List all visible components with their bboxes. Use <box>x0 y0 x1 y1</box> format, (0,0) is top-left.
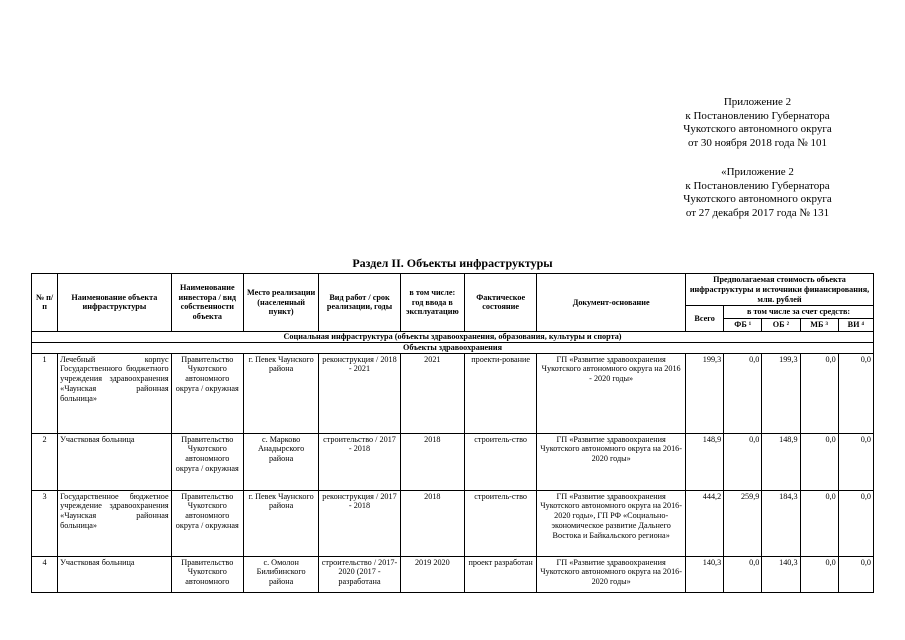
cell-work: реконструкция / 2017 - 2018 <box>319 490 400 556</box>
cell-commissioning: 2019 2020 <box>400 556 464 592</box>
cell-document: ГП «Развитие здравоохранения Чукотского автономного округа на 2016-2020 годы» <box>537 556 686 592</box>
header-name: Наименование объекта инфраструктуры <box>58 274 172 332</box>
cell-total: 444,2 <box>686 490 724 556</box>
section-row-social: Социальная инфраструктура (объекты здравоохранения, образования, культуры и спорта) <box>32 331 874 342</box>
cell-vi: 0,0 <box>838 556 873 592</box>
appendix-line: Чукотского автономного округа <box>683 193 832 205</box>
header-ob: ОБ ² <box>762 319 800 332</box>
appendix-line: «Приложение 2 <box>721 166 794 178</box>
header-status: Фактическое состояние <box>464 274 536 332</box>
cell-mb: 0,0 <box>800 490 838 556</box>
cell-commissioning: 2018 <box>400 490 464 556</box>
cell-total: 199,3 <box>686 353 724 433</box>
cell-vi: 0,0 <box>838 490 873 556</box>
table-row <box>32 353 874 433</box>
header-vi: ВИ ⁴ <box>838 319 873 332</box>
cell-ob: 199,3 <box>762 353 800 433</box>
cell-fb: 0,0 <box>724 353 762 433</box>
cell-investor: Правительство Чукотского автономного округа / окружная <box>171 433 243 490</box>
cell-commissioning: 2018 <box>400 433 464 490</box>
header-fb: ФБ ¹ <box>724 319 762 332</box>
appendix-line: Приложение 2 <box>723 96 792 108</box>
cell-work: строительство / 2017-2020 (2017 - разработана <box>319 556 400 592</box>
cell-location: с. Марково Анадырского района <box>243 433 318 490</box>
cell-fb: 0,0 <box>724 433 762 490</box>
appendix-current-heading <box>630 96 885 150</box>
cell-num: 1 <box>32 353 58 433</box>
cell-location: г. Певек Чаунского района <box>243 353 318 433</box>
appendix-line: к Постановлению Губернатора <box>685 179 830 192</box>
cell-commissioning: 2021 <box>400 353 464 433</box>
header-document: Документ-основание <box>537 274 686 332</box>
cell-ob: 148,9 <box>762 433 800 490</box>
appendix-line: к Постановлению Губернатора <box>685 109 830 122</box>
cell-num: 4 <box>32 556 58 592</box>
header-mb: МБ ³ <box>800 319 838 332</box>
appendix-line: от 30 ноября 2018 года № 101 <box>688 136 827 149</box>
cell-work: строительство / 2017 - 2018 <box>319 433 400 490</box>
cell-mb: 0,0 <box>800 433 838 490</box>
infrastructure-table <box>31 273 874 593</box>
cell-name: Участковая больница <box>58 556 172 592</box>
cell-document: ГП «Развитие здравоохранения Чукотского автономного округа на 2016-2020 годы», ГП РФ «Социально-экономическое развитие Дальнего Востока и Байкальского региона» <box>537 490 686 556</box>
cell-ob: 184,3 <box>762 490 800 556</box>
appendix-original-heading <box>630 166 885 220</box>
cell-fb: 259,9 <box>724 490 762 556</box>
cell-location: г. Певек Чаунского района <box>243 490 318 556</box>
header-num: № п/п <box>32 274 58 332</box>
header-work: Вид работ / срок реализации, годы <box>319 274 400 332</box>
cell-location: с. Омолон Билибинского района <box>243 556 318 592</box>
cell-name: Участковая больница <box>58 433 172 490</box>
cell-vi: 0,0 <box>838 433 873 490</box>
cell-num: 2 <box>32 433 58 490</box>
cell-fb: 0,0 <box>724 556 762 592</box>
cell-name: Государственное бюджетное учреждение здравоохранения «Чаунская районная больница» <box>58 490 172 556</box>
header-including: в том числе за счет средств: <box>724 306 874 319</box>
cell-mb: 0,0 <box>800 353 838 433</box>
table-row <box>32 490 874 556</box>
cell-total: 140,3 <box>686 556 724 592</box>
cell-mb: 0,0 <box>800 556 838 592</box>
cell-status: проекти-рование <box>464 353 536 433</box>
header-total: Всего <box>686 306 724 332</box>
cell-status: строитель-ство <box>464 490 536 556</box>
header-cost: Предполагаемая стоимость объекта инфраструктуры и источники финансирования, млн. рублей <box>686 274 874 306</box>
appendix-line: от 27 декабря 2017 года № 131 <box>685 206 830 219</box>
cell-ob: 140,3 <box>762 556 800 592</box>
header-investor: Наименование инвестора / вид собственности объекта <box>171 274 243 332</box>
cell-total: 148,9 <box>686 433 724 490</box>
cell-num: 3 <box>32 490 58 556</box>
header-commissioning: в том числе: год ввода в эксплуатацию <box>400 274 464 332</box>
cell-name: Лечебный корпус Государственного бюджетного учреждения здравоохранения «Чаунская районная больница» <box>58 353 172 433</box>
table-header <box>32 274 874 332</box>
cell-status: проект разработан <box>464 556 536 592</box>
table-row <box>32 433 874 490</box>
cell-document: ГП «Развитие здравоохранения Чукотского автономного округа на 2016 - 2020 годы» <box>537 353 686 433</box>
appendix-line: Чукотского автономного округа <box>683 123 832 135</box>
cell-investor: Правительство Чукотского автономного <box>171 556 243 592</box>
cell-status: строитель-ство <box>464 433 536 490</box>
subsection-row-health: Объекты здравоохранения <box>32 342 874 353</box>
cell-investor: Правительство Чукотского автономного округа / окружная <box>171 490 243 556</box>
cell-investor: Правительство Чукотского автономного округа / окружная <box>171 353 243 433</box>
header-location: Место реализации (населенный пункт) <box>243 274 318 332</box>
cell-document: ГП «Развитие здравоохранения Чукотского автономного округа на 2016-2020 годы» <box>537 433 686 490</box>
cell-vi: 0,0 <box>838 353 873 433</box>
section-title: Раздел II. Объекты инфраструктуры <box>352 256 553 270</box>
cell-work: реконструкция / 2018 - 2021 <box>319 353 400 433</box>
table-row <box>32 556 874 592</box>
